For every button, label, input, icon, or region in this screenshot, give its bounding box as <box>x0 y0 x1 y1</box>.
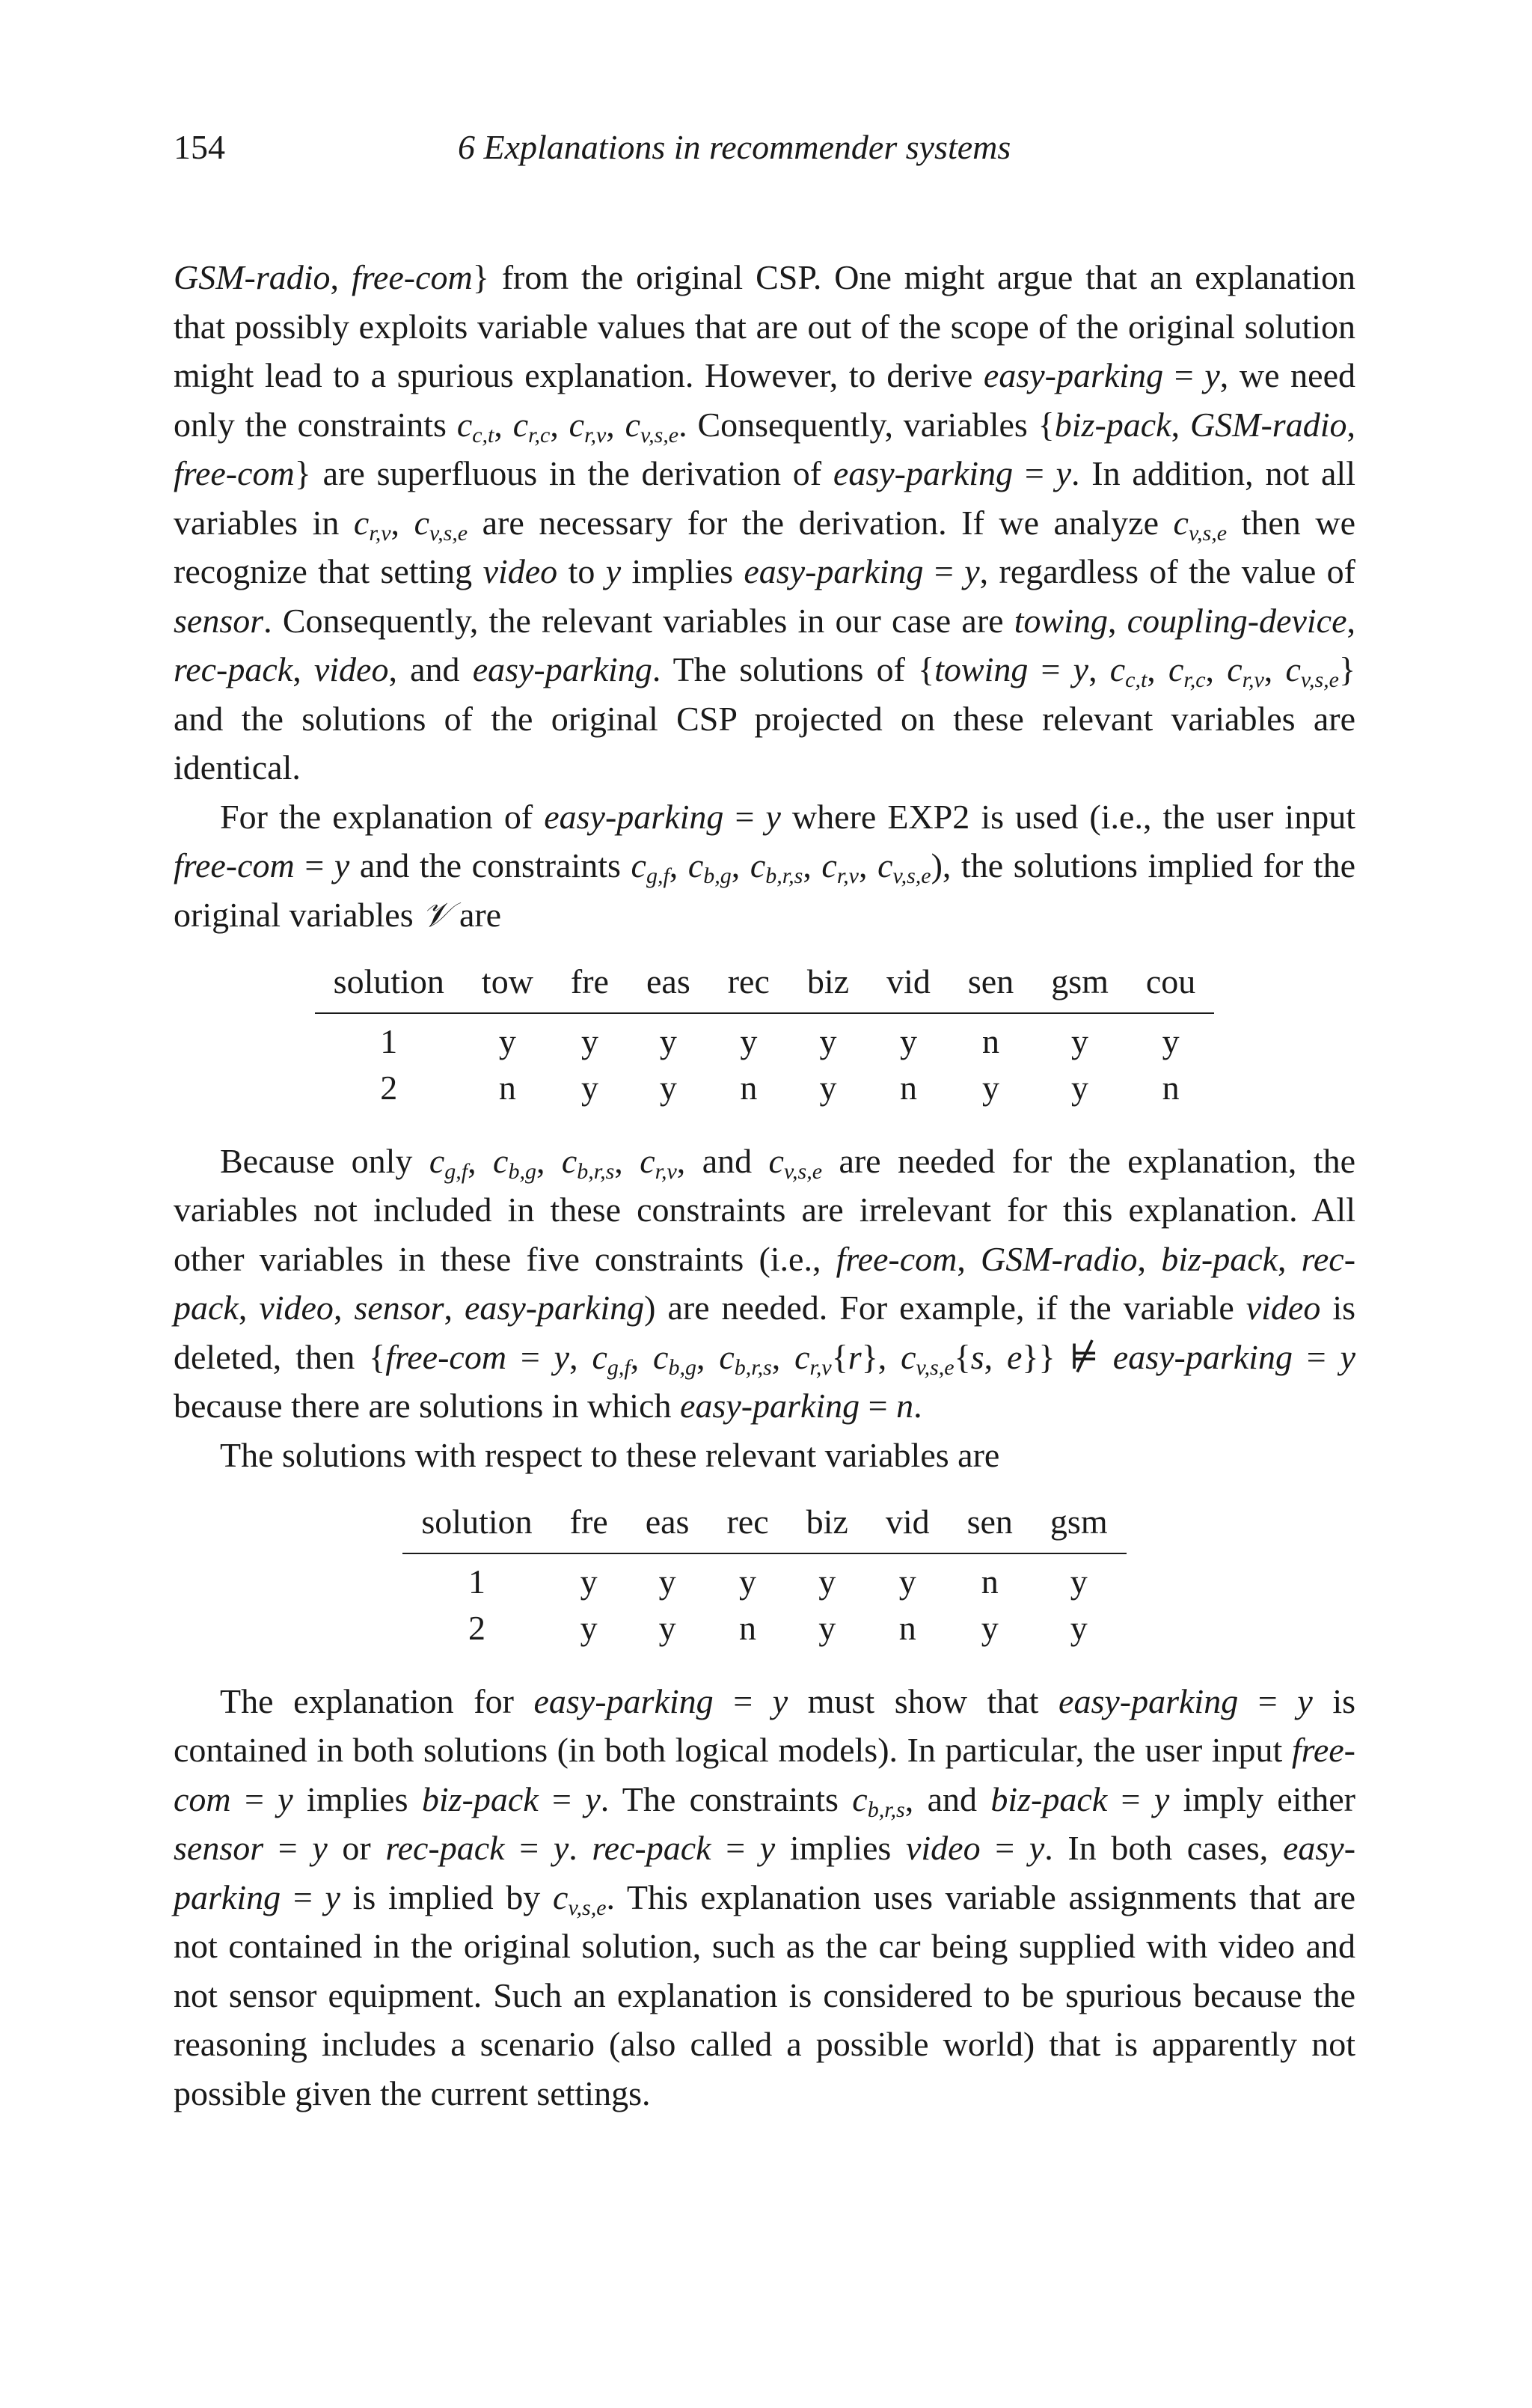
paragraph-2: For the explanation of easy-parking = y where EXP2 is used (i.e., the user input free-com = y and the constraints $c_{g,f}$, $c_{b,g}$, $c_{b,r,s}$, $c_{r,v}$, $c_{v,s,e}$), the solutions implied for the original variables 𝒱 are <box>174 797 1355 934</box>
body-text <box>174 253 1355 2118</box>
table-cell: y <box>981 1608 999 1647</box>
table-header: solution <box>315 956 463 1013</box>
table-row <box>315 1065 1215 1111</box>
table-header: rec <box>708 1496 787 1553</box>
table-header: eas <box>628 956 709 1013</box>
table-header: sen <box>949 956 1032 1013</box>
table-cell: y <box>819 1068 837 1107</box>
table-header: sen <box>949 1496 1032 1553</box>
table-header: vid <box>867 1496 949 1553</box>
table-cell: y <box>740 1021 758 1060</box>
solutions-table-all-variables <box>315 956 1215 1111</box>
table-cell: y <box>1070 1562 1088 1601</box>
table-row <box>402 1605 1126 1651</box>
table-cell: n <box>981 1562 999 1601</box>
paragraph-1: GSM-radio, free-com} from the original CSP. One might argue that an explanation that possibly exploits variable values that are out of the scope of the original solution might lead to a spurious explanation. However, to derive easy-parking = y, we need only the constraints $c_{c,t}$, $c_{r,c}$, $c_{r,v}$, $c_{v,s,e}$. Consequently, variables {biz-pack, GSM-radio, free-com} are superfluous in the derivation of easy-parking = y. In addition, not all variables in $c_{r,v}$, $c_{v,s,e}$ are necessary for the derivation. If we analyze $c_{v,s,e}$ then we recognize that setting video to y implies easy-parking = y, regardless of the value of sensor. Consequently, the relevant variables in our case are towing, coupling-device, rec-pack, video, and easy-parking. The solutions of {towing = y, $c_{c,t}$, $c_{r,c}$, $c_{r,v}$, $c_{v,s,e}$} and the solutions of the original CSP projected on these relevant variables are identical. <box>174 258 1356 786</box>
table-header: fre <box>551 1496 627 1553</box>
page-number: 154 <box>174 128 225 166</box>
solutions-table-relevant-variables <box>402 1496 1126 1651</box>
table-cell: y <box>659 1068 677 1107</box>
table-cell: n <box>1162 1068 1180 1107</box>
table-cell: y <box>899 1021 917 1060</box>
table-header: gsm <box>1032 1496 1127 1553</box>
table-cell: y <box>982 1068 1000 1107</box>
table-row <box>315 1013 1215 1065</box>
table-cell: 2 <box>468 1608 486 1647</box>
table-cell: y <box>580 1068 598 1107</box>
table-cell: y <box>1070 1608 1088 1647</box>
table-header: biz <box>788 956 868 1013</box>
table-cell: y <box>498 1021 516 1060</box>
table-cell: 2 <box>380 1068 398 1107</box>
table-header: eas <box>627 1496 708 1553</box>
table-cell: y <box>818 1562 836 1601</box>
table-cell: y <box>658 1562 676 1601</box>
paragraph-3: Because only $c_{g,f}$, $c_{b,g}$, $c_{b,r,s}$, $c_{r,v}$, and $c_{v,s,e}$ are needed for the explanation, the variables not included in these constraints are irrelevant for this explanation. All other variables in these five constraints (i.e., free-com, GSM-radio, biz-pack, rec-pack, video, sensor, easy-parking) are needed. For example, if the variable video is deleted, then {free-com = y, $c_{g,f}$, $c_{b,g}$, $c_{b,r,s}$, $c_{r,v}\{r\}$, $c_{v,s,e}\{s$, e}} ⊭ easy-parking = y because there are solutions in which easy-parking = n. <box>174 1141 1356 1425</box>
running-head <box>174 112 1355 172</box>
table-cell: n <box>898 1608 916 1647</box>
table-cell: y <box>898 1562 916 1601</box>
table-header: vid <box>868 956 949 1013</box>
table-header: tow <box>463 956 552 1013</box>
table-cell: y <box>1071 1021 1089 1060</box>
table-cell: y <box>819 1021 837 1060</box>
paragraph-4: The solutions with respect to these relevant variables are <box>220 1435 1000 1474</box>
table-header: biz <box>788 1496 867 1553</box>
table-cell: y <box>658 1608 676 1647</box>
table-cell: n <box>740 1068 758 1107</box>
table-header: gsm <box>1032 956 1127 1013</box>
paragraph-5: The explanation for easy-parking = y must show that easy-parking = y is contained in both solutions (in both logical models). In particular, the user input free-com = y implies biz-pack = y. The constraints $c_{b,r,s}$, and biz-pack = y imply either sensor = y or rec-pack = y. rec-pack = y implies video = y. In both cases, easy-parking = y is implied by $c_{v,s,e}$. This explanation uses variable assignments that are not contained in the original solution, such as the car being supplied with video and not sensor equipment. Such an explanation is considered to be spurious because the reasoning includes a scenario (also called a possible world) that is apparently not possible given the current settings. <box>174 1681 1356 2112</box>
table-cell: n <box>982 1021 1000 1060</box>
table-header: cou <box>1127 956 1214 1013</box>
table-cell: y <box>580 1021 598 1060</box>
table-cell: n <box>739 1608 757 1647</box>
table-header: fre <box>552 956 628 1013</box>
table-cell: y <box>818 1608 836 1647</box>
table-cell: 1 <box>468 1562 486 1601</box>
page <box>174 112 1355 2118</box>
table-cell: y <box>580 1608 598 1647</box>
table-cell: y <box>659 1021 677 1060</box>
table-cell: y <box>1162 1021 1180 1060</box>
table-header: solution <box>402 1496 551 1553</box>
table-cell: 1 <box>380 1021 398 1060</box>
table-row <box>402 1553 1126 1605</box>
table-cell: n <box>899 1068 917 1107</box>
table-cell: y <box>1071 1068 1089 1107</box>
table-header: rec <box>709 956 788 1013</box>
table-cell: y <box>739 1562 757 1601</box>
table-cell: n <box>498 1068 516 1107</box>
chapter-title: 6 Explanations in recommender systems <box>458 128 1011 166</box>
table-cell: y <box>580 1562 598 1601</box>
